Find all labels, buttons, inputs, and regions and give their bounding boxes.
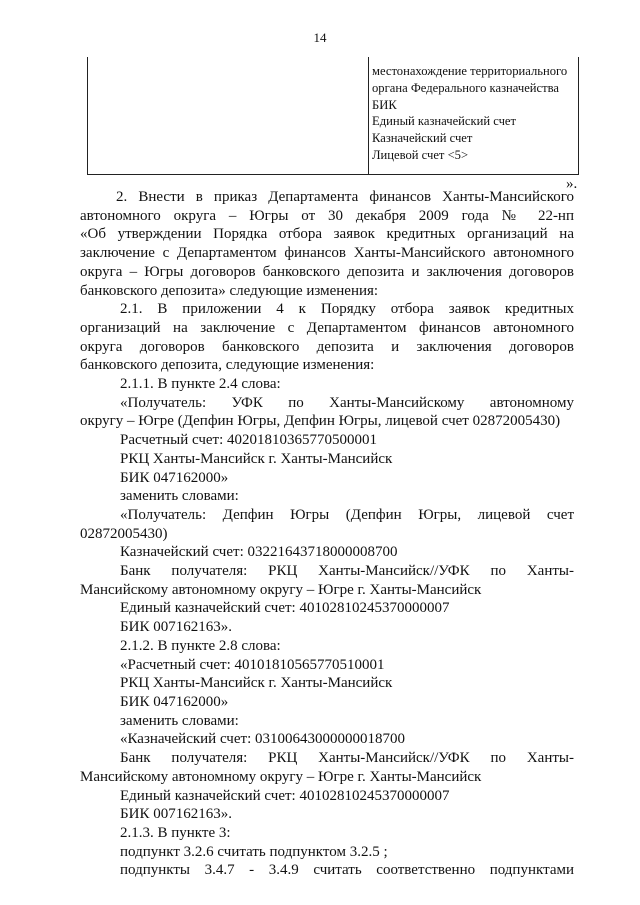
paragraph-2-1-line: банковского депозита, следующие изменения: — [80, 357, 375, 374]
paragraph-2-line: 2. Внести в приказ Департамента финансов Ханты-Мансийского — [116, 189, 574, 205]
replacement-1-line: Единый казначейский счет: 40102810245370000007 — [120, 600, 450, 617]
replace-phrase: заменить словами: — [120, 712, 239, 729]
paragraph-2-1-2: 2.1.2. В пункте 2.8 слова: — [120, 637, 281, 654]
quote-2-line: БИК 047162000» — [120, 693, 229, 710]
paragraph-2-1-3: 2.1.3. В пункте 3: — [120, 824, 231, 841]
replacement-1-line: БИК 007162163». — [120, 619, 232, 636]
page-number: 14 — [313, 30, 327, 45]
cell-line: БИК — [372, 97, 397, 112]
paragraph-2-line: банковского депозита» следующие изменения: — [80, 282, 379, 299]
replacement-2-line: Банк получателя: РКЦ Ханты-Мансийск//УФК по Ханты- — [120, 750, 574, 767]
replacement-2-line: Мансийскому автономному округу – Югре г. Ханты-Мансийск — [80, 768, 482, 785]
cell-line: Казначейский счет — [372, 131, 473, 146]
table-border-bottom — [87, 174, 579, 175]
quote-1-line: Расчетный счет: 40201810365770500001 — [120, 432, 378, 449]
paragraph-2-line: автономного округа – Югры от 30 декабря 2009 года № 22-нп — [80, 207, 574, 224]
paragraph-2-1-line: округа договоров банковского депозита и заключения договоров — [80, 338, 574, 355]
cell-line: Лицевой счет <5> — [372, 147, 469, 162]
paragraph-2-line: «Об утверждении Порядка отбора заявок кредитных организаций на — [80, 226, 574, 243]
replacement-1-line: Банк получателя: РКЦ Ханты-Мансийск//УФК по Ханты- — [120, 563, 574, 580]
replacement-1-line: Мансийскому автономному округу – Югре г. Ханты-Мансийск — [80, 581, 482, 598]
quote-1-line: РКЦ Ханты-Мансийск г. Ханты-Мансийск — [120, 450, 393, 467]
paragraph-2-line: округа – Югры договоров банковского депозита и заключения договоров — [80, 263, 574, 280]
table-cell-details — [372, 63, 577, 164]
replacement-1-line: «Получатель: Депфин Югры (Депфин Югры, лицевой счет — [120, 506, 574, 523]
paragraph-2-1-line: организаций на заключение с Департаментом финансов автономного — [80, 319, 574, 336]
replacement-2-line: БИК 007162163». — [120, 806, 232, 823]
quote-1-line: округу – Югре (Депфин Югры, Депфин Югры, лицевой счет 02872005430) — [80, 413, 561, 430]
replacement-1-line: Казначейский счет: 03221643718000008700 — [120, 544, 398, 561]
cell-line: Единый казначейский счет — [372, 114, 517, 129]
table-border-left — [87, 57, 88, 175]
subitem-line: подпункты 3.4.7 - 3.4.9 считать соответственно подпунктами — [120, 862, 574, 879]
replace-phrase: заменить словами: — [120, 488, 239, 505]
paragraph-2-1-line: 2.1. В приложении 4 к Порядку отбора заявок кредитных — [120, 301, 574, 318]
replacement-2-line: «Казначейский счет: 03100643000000018700 — [120, 731, 405, 748]
document-body — [80, 188, 574, 880]
quote-2-line: РКЦ Ханты-Мансийск г. Ханты-Мансийск — [120, 675, 393, 692]
cell-line: местонахождение территориального — [372, 64, 568, 78]
subitem-line: подпункт 3.2.6 считать подпунктом 3.2.5 ; — [120, 843, 388, 860]
paragraph-2-line: заключение с Департаментом финансов Ханты-Мансийского автономного — [80, 245, 574, 262]
table-border-middle — [368, 57, 369, 175]
table-border-right — [578, 57, 579, 175]
paragraph-2-1-1: 2.1.1. В пункте 2.4 слова: — [120, 376, 281, 393]
replacement-1-line: 02872005430) — [80, 525, 168, 542]
quote-2-line: «Расчетный счет: 40101810565770510001 — [120, 656, 385, 673]
cell-line: органа Федерального казначейства — [372, 80, 559, 95]
quote-1-line: БИК 047162000» — [120, 469, 229, 486]
replacement-2-line: Единый казначейский счет: 40102810245370000007 — [120, 787, 450, 804]
table-closing-quote: ». — [566, 176, 578, 192]
quote-1-line: «Получатель: УФК по Ханты-Мансийскому автономному — [120, 394, 574, 411]
table-fragment — [87, 57, 579, 175]
